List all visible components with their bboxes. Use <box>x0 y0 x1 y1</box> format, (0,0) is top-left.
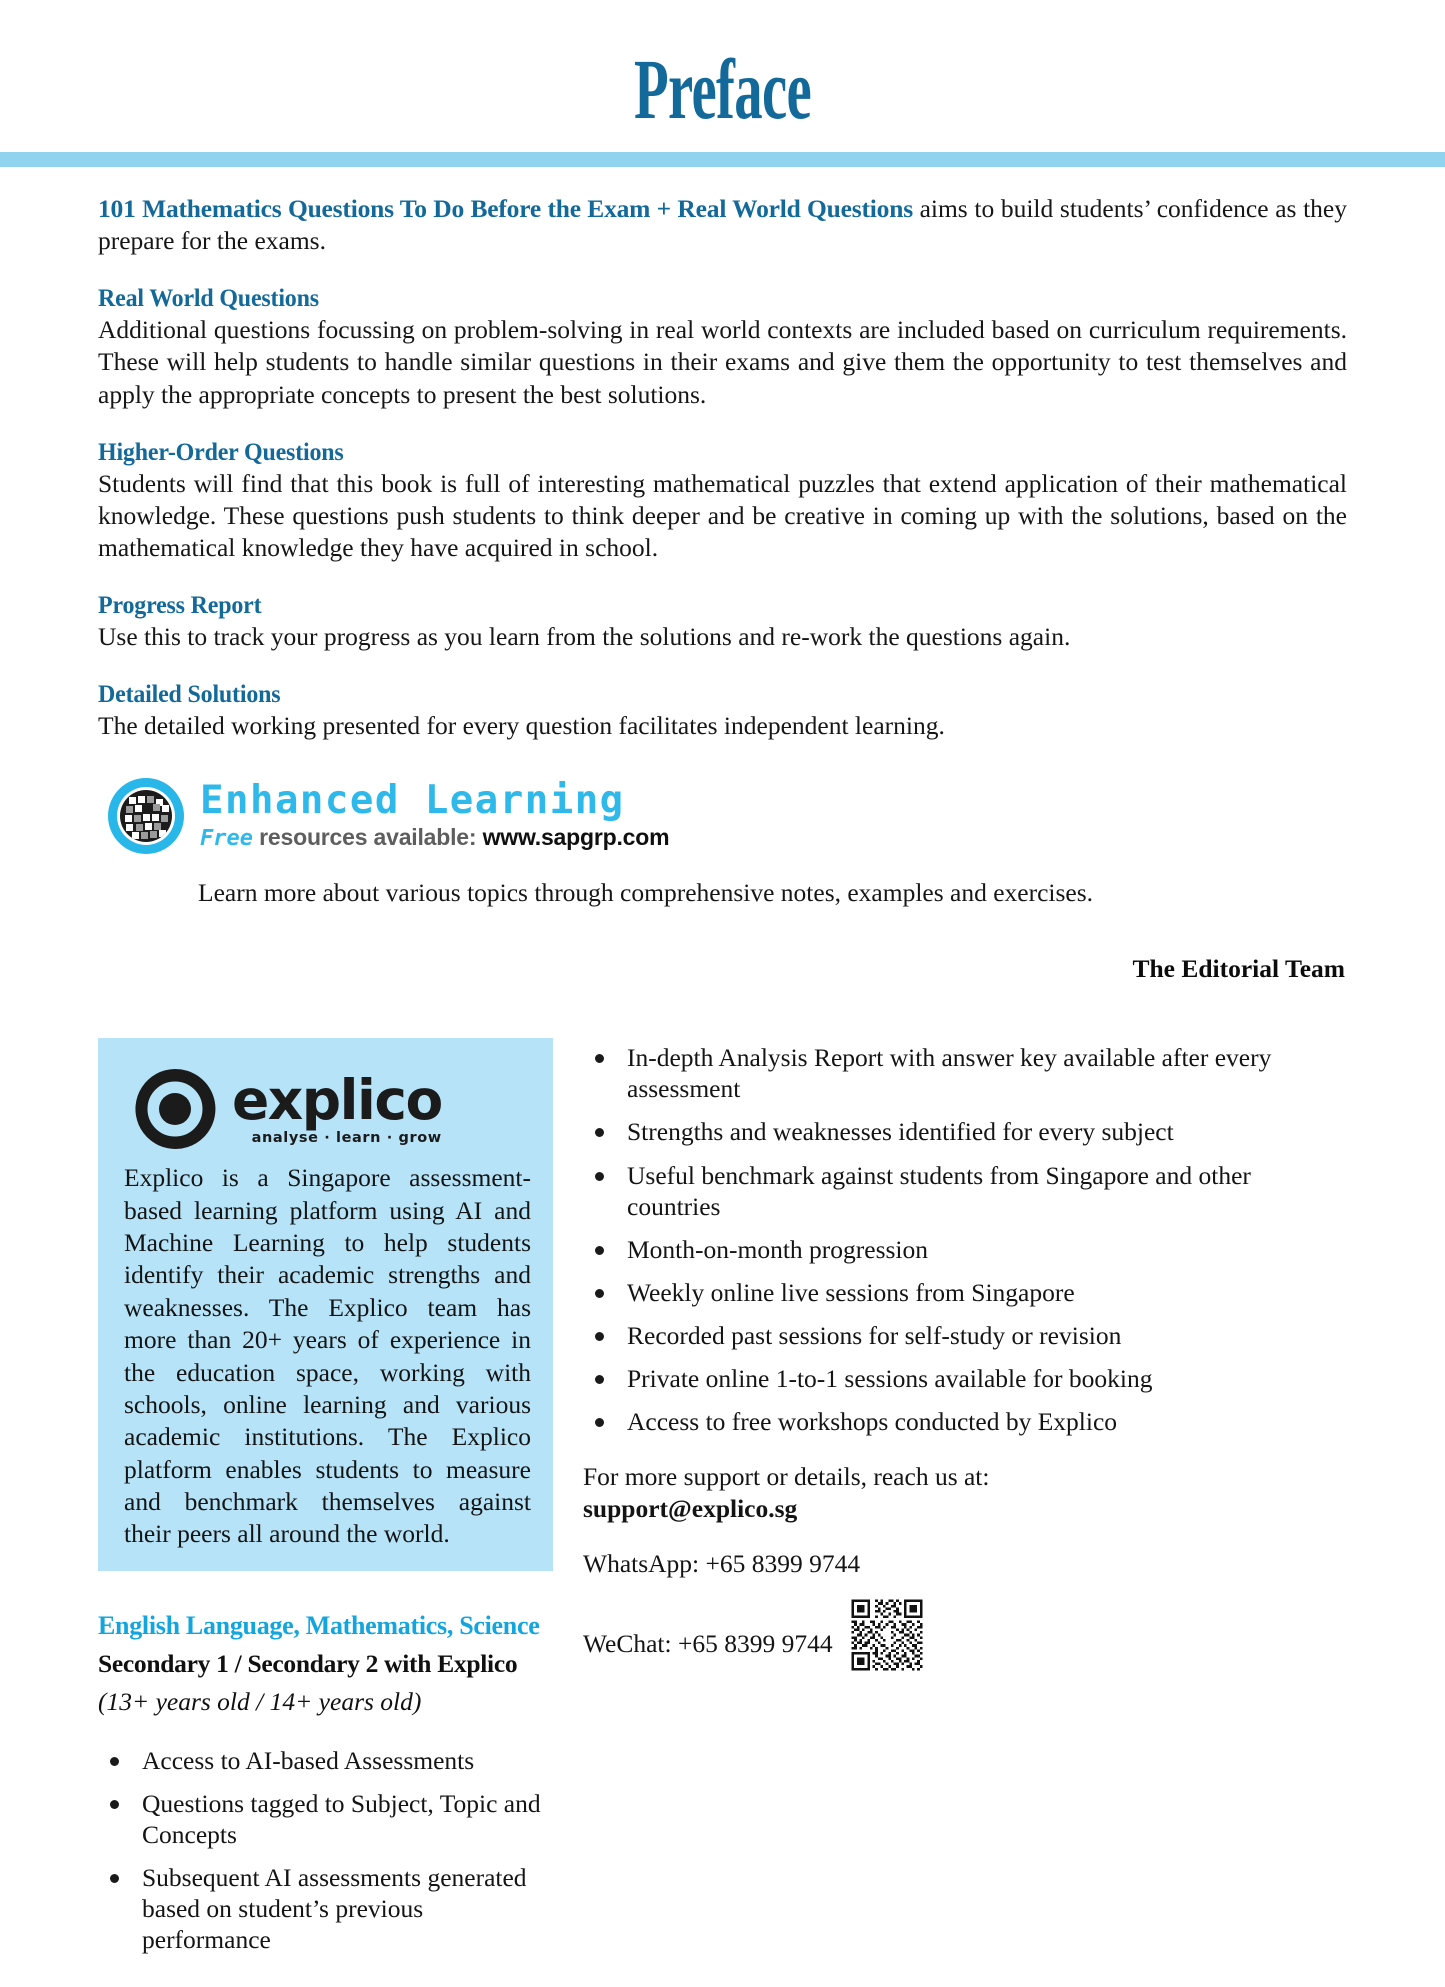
film-reel-icon <box>108 778 184 854</box>
explico-wordmark: explico <box>232 1068 442 1132</box>
enhanced-learning-caption: Learn more about various topics through comprehensive notes, examples and exercises. <box>198 878 1094 908</box>
list-item: Strengths and weaknesses identified for every subject <box>583 1116 1347 1147</box>
explico-card <box>98 1038 553 1571</box>
explico-logo <box>124 1056 531 1160</box>
explico-feature-list <box>583 1042 1347 1437</box>
section-heading: Higher-Order Questions <box>98 436 344 466</box>
free-label: Free <box>200 826 253 852</box>
explico-left-column <box>98 1038 553 1967</box>
support-intro: For more support or details, reach us at: <box>583 1462 990 1492</box>
intro-paragraph <box>98 193 1347 257</box>
list-item: In-depth Analysis Report with answer key available after every assessment <box>583 1042 1347 1104</box>
section-heading: Detailed Solutions <box>98 679 281 709</box>
wechat-line: WeChat: +65 8399 9744 <box>583 1629 833 1659</box>
section-real-world-questions <box>98 283 1347 410</box>
book-title: 101 Mathematics Questions To Do Before the Exam + Real World Questions <box>98 194 913 223</box>
enhanced-learning-title: Enhanced Learning <box>200 778 625 824</box>
list-item: Weekly online live sessions from Singapore <box>583 1277 1347 1308</box>
wechat-qr-code[interactable] <box>849 1597 925 1673</box>
explico-right-column <box>583 1038 1347 1659</box>
section-detailed-solutions <box>98 679 1347 742</box>
list-item: Month-on-month progression <box>583 1234 1347 1265</box>
page-header <box>0 0 1445 137</box>
page-title: Preface <box>633 41 812 137</box>
programme-block <box>98 1611 553 1956</box>
programme-ages: (13+ years old / 14+ years old) <box>98 1686 422 1716</box>
section-body: Use this to track your progress as you learn from the solutions and re-work the questions again. <box>98 622 1071 651</box>
support-email[interactable]: support@explico.sg <box>583 1494 798 1524</box>
programme-level: Secondary 1 / Secondary 2 with Explico <box>98 1648 518 1678</box>
list-item: Recorded past sessions for self-study or revision <box>583 1320 1347 1351</box>
section-higher-order-questions <box>98 437 1347 564</box>
whatsapp-line: WhatsApp: +65 8399 9744 <box>583 1549 861 1579</box>
sapgrp-url[interactable]: www.sapgrp.com <box>482 824 670 851</box>
section-body: Students will find that this book is full of interesting mathematical puzzles that extend application of their mathematical knowledge. These questions push students to think deeper and be creative in coming up with the solutions, based on the mathematical knowledge they have acquired in school. <box>98 468 1347 562</box>
list-item: Access to free workshops conducted by Explico <box>583 1406 1347 1437</box>
header-divider <box>0 152 1445 167</box>
editorial-signature: The Editorial Team <box>1132 954 1345 984</box>
programme-bullet-list <box>98 1745 553 1956</box>
section-progress-report <box>98 590 1347 653</box>
enhanced-learning-logo <box>98 778 1347 854</box>
explico-promo <box>98 1038 1347 1967</box>
support-block <box>583 1461 1347 1525</box>
intro-rest: aims to build students’ confidence as they prepare for the exams. <box>98 194 1347 256</box>
resources-label: resources available: <box>252 824 483 851</box>
programme-subjects: English Language, Mathematics, Science <box>98 1610 540 1640</box>
list-item: Access to AI-based Assessments <box>98 1745 553 1776</box>
list-item: Private online 1-to-1 sessions available for booking <box>583 1363 1347 1394</box>
section-body: Additional questions focussing on problem-solving in real world contexts are included based on curriculum requirements. These will help students to handle similar questions in their exams and give them the opportunity to test themselves and apply the appropriate concepts to present the best solutions. <box>98 315 1347 409</box>
page-content <box>0 193 1445 1967</box>
enhanced-learning-subtitle <box>200 824 669 851</box>
explico-description: Explico is a Singapore assessment-based learning platform using AI and Machine Learning to help students identify their academic strengths and weaknesses. The Explico team has more than 20+ years of experience in the education space, working with schools, online learning and various academic institutions. The Explico platform enables students to measure and benchmark themselves against their peers all around the world. <box>124 1163 531 1549</box>
explico-mark-icon <box>132 1066 218 1152</box>
list-item: Subsequent AI assessments generated based on student’s previous performance <box>98 1862 553 1955</box>
list-item: Questions tagged to Subject, Topic and Concepts <box>98 1788 553 1850</box>
section-heading: Progress Report <box>98 590 262 619</box>
explico-tagline: analyse · learn · grow <box>251 1130 442 1147</box>
wechat-row <box>583 1597 1347 1659</box>
list-item: Useful benchmark against students from Singapore and other countries <box>583 1160 1347 1222</box>
film-strip-pattern <box>120 790 172 842</box>
section-heading: Real World Questions <box>98 283 319 313</box>
section-body: The detailed working presented for every question facilitates independent learning. <box>98 711 945 741</box>
